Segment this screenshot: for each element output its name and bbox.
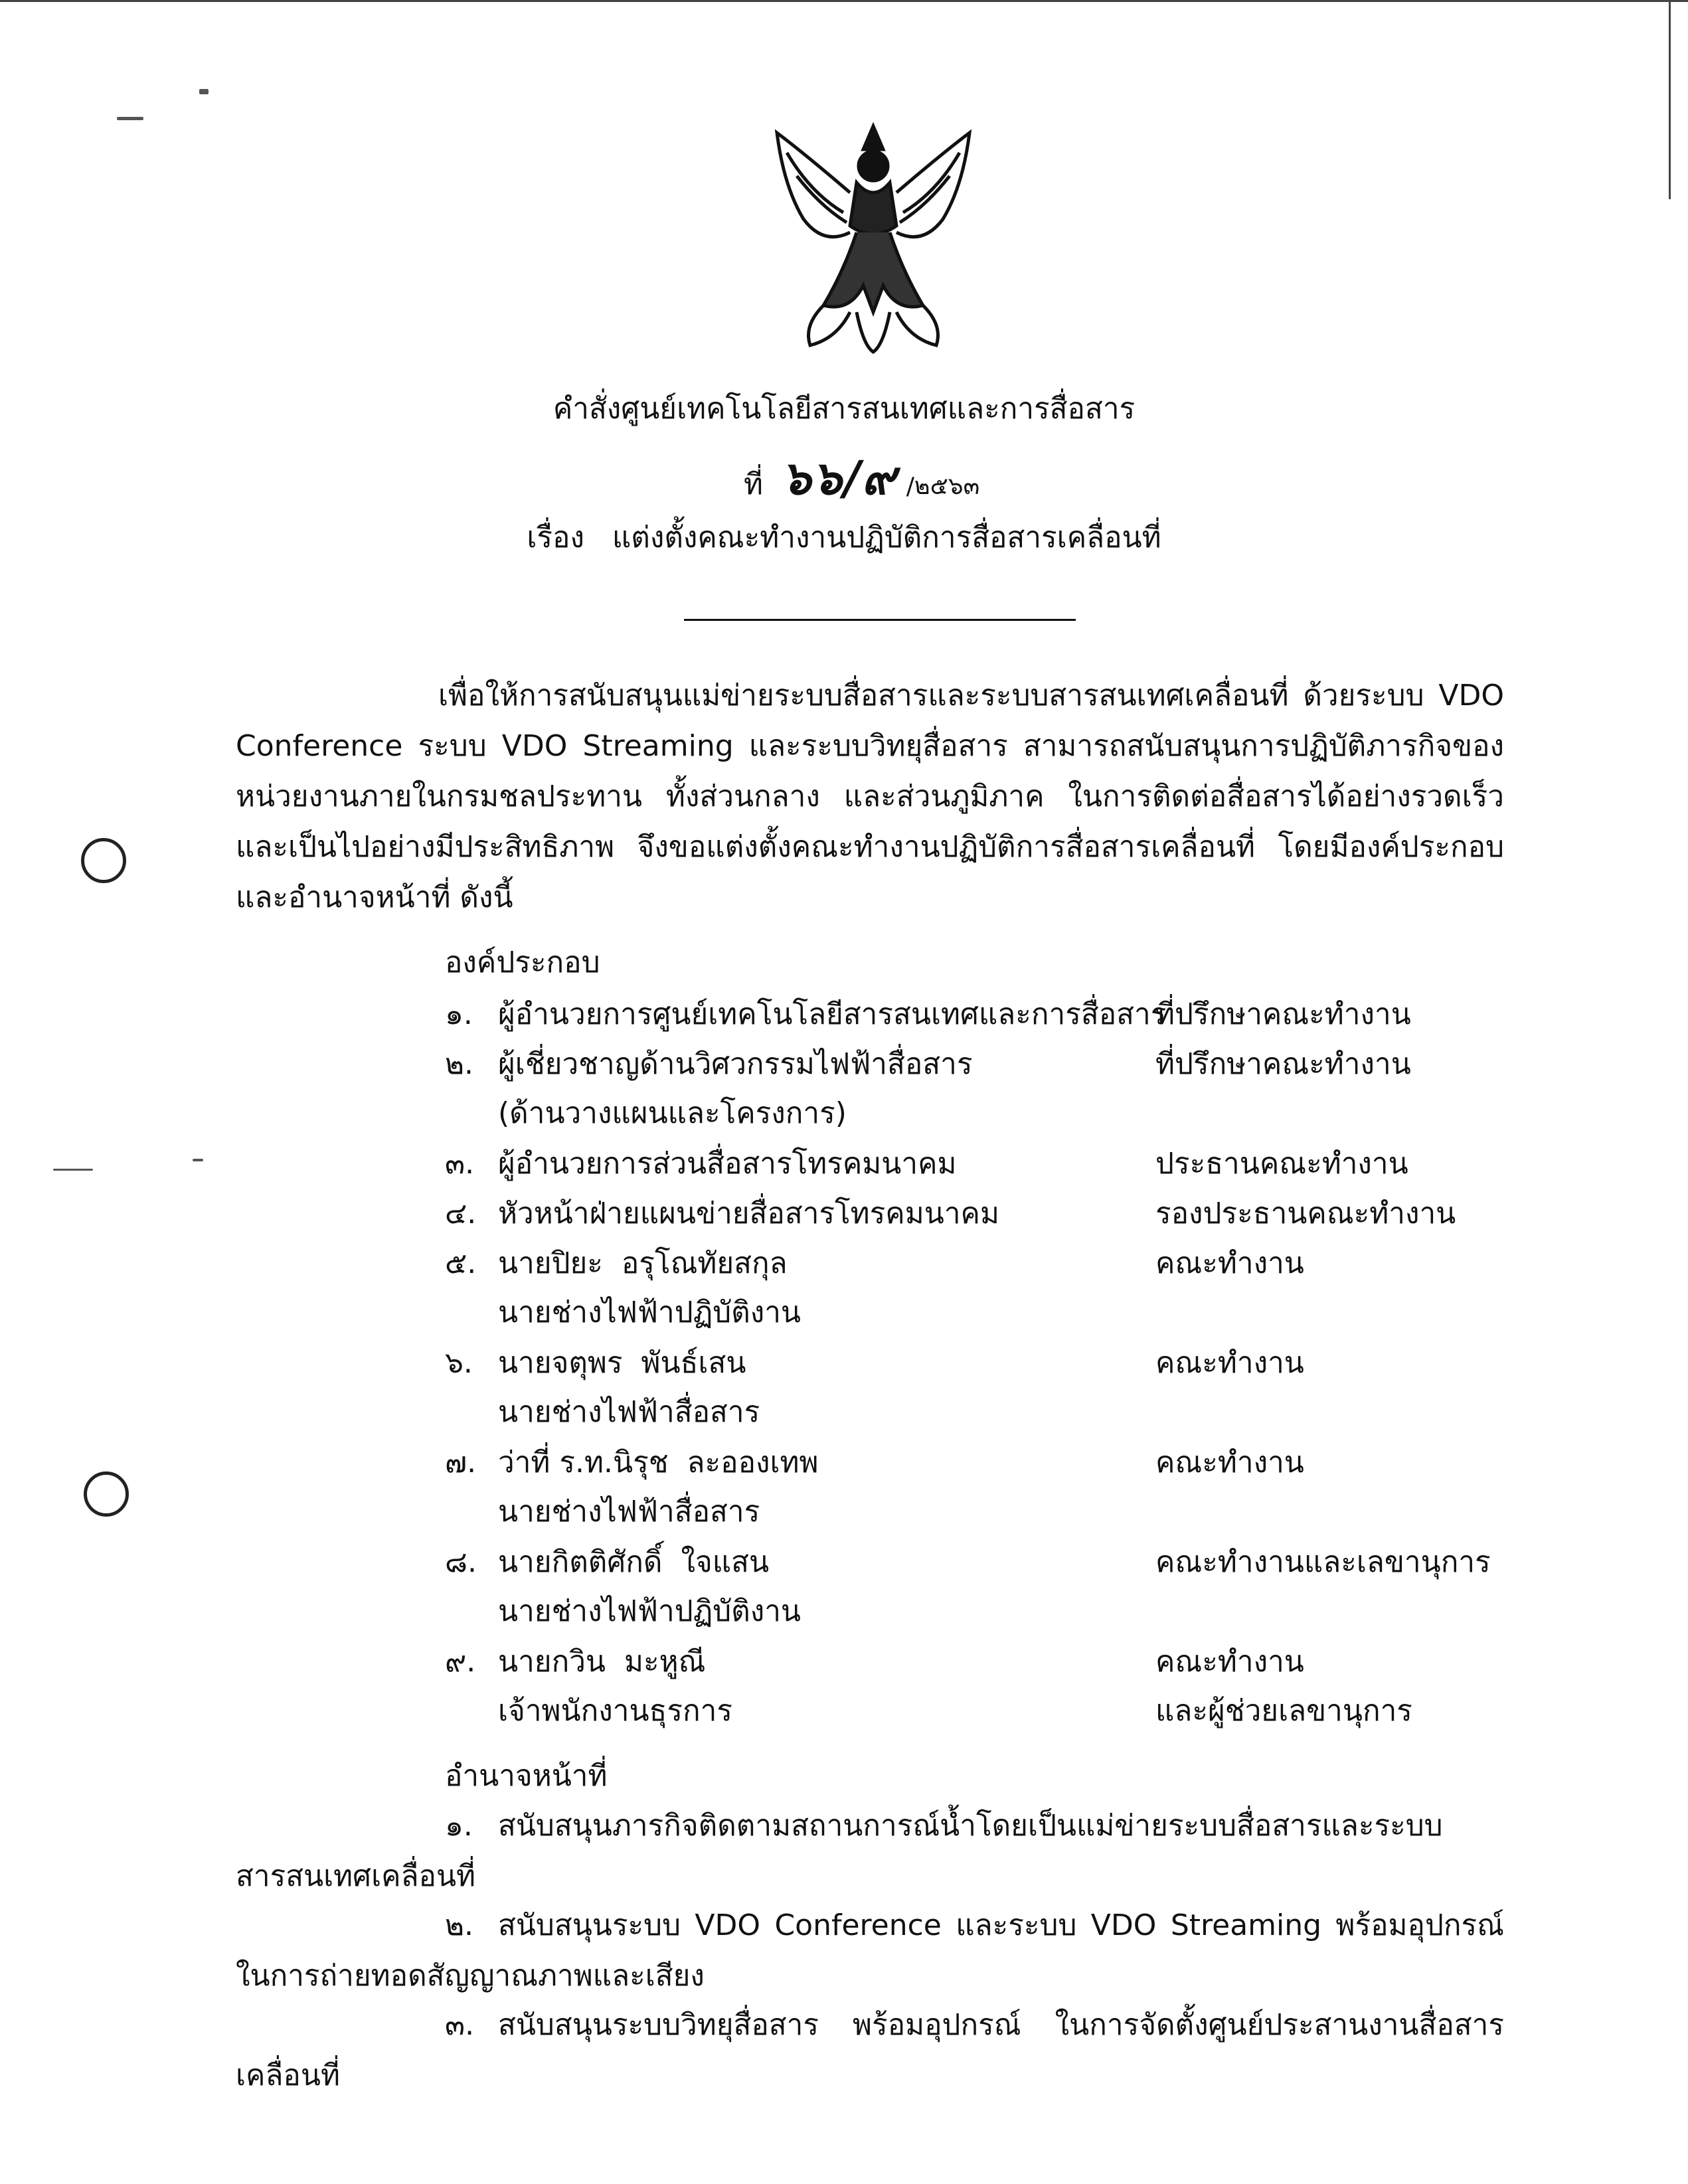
duties-heading: อำนาจหน้าที่ <box>445 1759 608 1793</box>
order-title: คำสั่งศูนย์เทคโนโลยีสารสนเทศและการสื่อสาร <box>552 392 1136 426</box>
duty-item: ๑. สนับสนุนภารกิจติดตามสถานการณ์น้ำโดยเป็นแม่ข่ายระบบสื่อสารและระบบสารสนเทศเคลื่อนที่ <box>236 1809 1443 1893</box>
order-number-handwritten: ๖๖/๙ <box>782 450 897 505</box>
intro-paragraph <box>236 671 1504 923</box>
scan-speck <box>199 89 209 94</box>
punch-hole-bottom <box>84 1471 129 1517</box>
order-number <box>744 452 979 513</box>
scan-speck <box>193 1159 203 1161</box>
duty-item: ๓. สนับสนุนระบบวิทยุสื่อสาร พร้อมอุปกรณ์ ในการจัดตั้งศูนย์ประสานงานสื่อสารเคลื่อนที่ <box>236 2008 1504 2092</box>
intro-text: เพื่อให้การสนับสนุนแม่ข่ายระบบสื่อสารและระบบสารสนเทศเคลื่อนที่ ด้วยระบบ VDO Conference ระบบ VDO Streaming และระบบวิทยุสื่อสาร สามารถสนับสนุนการปฏิบัติภารกิจของหน่วยงานภายในกรมชลประทาน ทั้งส่วนกลาง และส่วนภูมิภาค ในการติดต่อสื่อสารได้อย่างรวดเร็ว และเป็นไปอย่างมีประสิทธิภาพ จึงขอแต่งตั้งคณะทำงานปฏิบัติการสื่อสารเคลื่อนที่ โดยมีองค์ประกอบและอำนาจหน้าที่ ดังนี้ <box>236 679 1504 914</box>
duty-item: ๒. สนับสนุนระบบ VDO Conference และระบบ VDO Streaming พร้อมอุปกรณ์ ในการถ่ายทอดสัญญาณภาพและเสียง <box>236 1908 1504 1993</box>
order-number-prefix: ที่ <box>744 467 764 501</box>
order-number-year: /๒๕๖๓ <box>906 473 980 500</box>
document-page: คำสั่งศูนย์เทคโนโลยีสารสนเทศและการสื่อสาร ที่ ๖๖/๙ /๒๕๖๓ เรื่อง แต่งตั้งคณะทำงานปฏิบัติการสื่อสารเคลื่อนที่ เพื่อให้การสนับสนุนแม่ข่ายระบบสื่อสารและระบบสารสนเทศเคลื่อนที่ ด้วยระบบ VDO Conference ระบบ VDO Streaming และระบบวิทยุสื่อสาร สามารถสนับสนุนการปฏิบัติภารกิจของหน่วยงานภายในกรมชลประทาน ทั้งส่วนกลาง และส่วนภูมิภาค ในการติดต่อสื่อสารได้อย่างรวดเร็ว และเป็นไปอย่างมีประสิทธิภาพ จึงขอแต่งตั้งคณะทำงานปฏิบัติการสื่อสารเคลื่อนที่ โดยมีองค์ประกอบและอำนาจหน้าที่ ดังนี้ องค์ประกอบ ๑. ผู้อำนวยการศูนย์เทคโนโลยีสารสนเทศและการสื่อสาร ที่ปรึกษาคณะทำงาน ๒. ผู้เชี่ยวชาญด้านวิศวกรรมไฟฟ้าสื่อสาร (ด้านวางแผนและโครงการ) ที่ปรึกษาคณะทำงาน ๓. ผู้อำนวยการส่วนสื่อสารโทรคมนาคม ประธานคณะทำงาน ๔. หัวหน้าฝ่ายแผนข่ายสื่อสารโทรคมนาคม รองประธานคณะทำงาน ๕. นายปิยะ อรุโณทัยสกุล นายช่างไฟฟ้าปฏิบัติงาน คณะทำงาน ๖. นายจตุพร พันธ์เสน นายช่างไฟฟ้าสื่อสาร คณะทำงาน ๗. ว่าที่ ร.ท.นิรุช ละอองเทพ นายช่างไฟฟ้าสื่อสาร คณะทำงาน ๘. นายกิตติศักดิ์ ใจแสน นายช่างไฟฟ้าปฏิบัติงาน คณะทำงานและเลขานุการ ๙. นายกวิน มะหูณี เจ้าพนักงานธุรการ คณะทำงาน และผู้ช่วยเลขานุการ อำนาจหน้าที่ ๑. สนับสนุนภารกิจติดตามสถานการณ์น้ำโดยเป็นแม่ข่ายระบบสื่อสารและระบบสารสนเทศเคลื่อนที่ ๒. สนับสนุนระบบ VDO Conference และระบบ VDO Streaming พร้อมอุปกรณ์ ในการถ่ายทอดสัญญาณภาพและเสียง ๓. สนับสนุนระบบวิทยุสื่อสาร พร้อมอุปกรณ์ ในการจัดตั้งศูนย์ประสานงานสื่อสารเคลื่อนที่ <box>0 0 1688 2184</box>
scan-edge-right <box>1669 0 1671 199</box>
punch-hole-top <box>81 838 126 883</box>
scan-speck <box>53 1169 93 1171</box>
scan-edge-top <box>0 0 1688 2</box>
header-divider <box>684 619 1076 621</box>
garuda-emblem-icon <box>764 113 983 359</box>
composition-heading: องค์ประกอบ <box>445 946 600 979</box>
order-subject: เรื่อง แต่งตั้งคณะทำงานปฏิบัติการสื่อสารเคลื่อนที่ <box>527 521 1161 554</box>
scan-speck <box>117 117 143 120</box>
